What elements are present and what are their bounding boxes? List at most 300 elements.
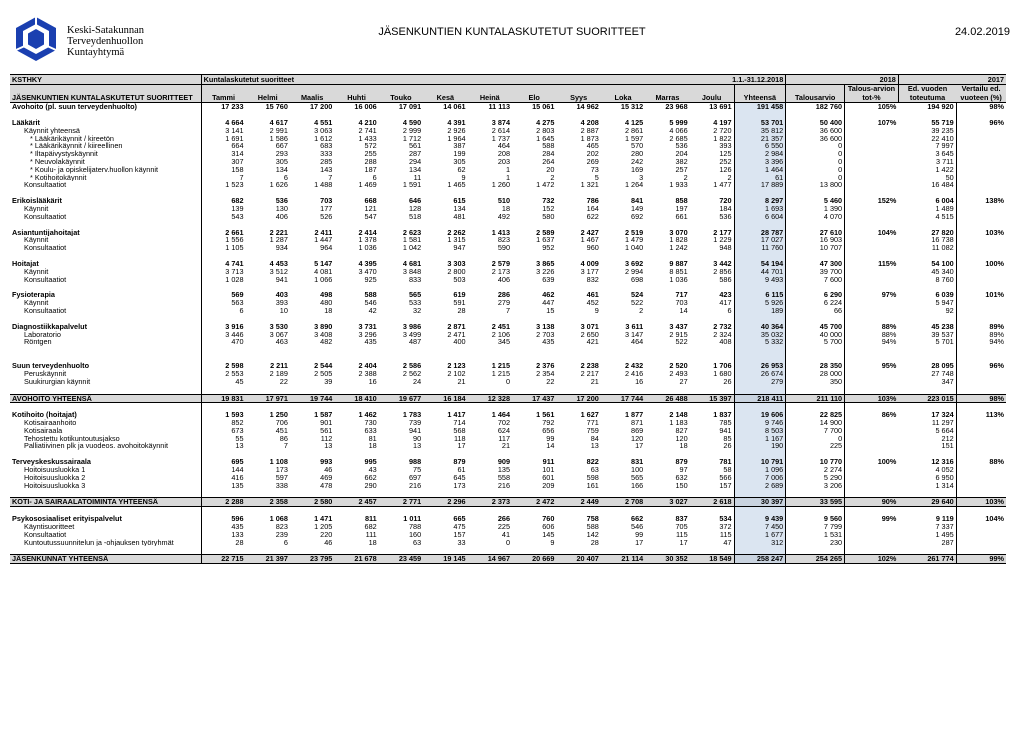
row-label: * Koulu- ja opiskelijaterv.huollon käynnit [10,166,201,174]
table-cell [690,283,734,291]
table-cell: 588 [586,523,599,531]
table-cell [512,489,556,498]
table-cell: 697 [408,473,422,482]
table-cell [845,181,899,189]
table-cell: 13 800 [786,181,845,189]
row-label [10,189,201,197]
table-cell: 2 189 [269,369,288,378]
column-header: Talous-arvion tot-% [845,85,899,103]
table-cell [601,546,645,555]
table-cell: 831 [631,458,644,467]
row-label: Konsultaatiot [10,244,201,252]
table-cell [645,346,689,354]
table-cell: 3 296 [358,330,377,339]
table-cell: 1 645 [536,134,555,143]
table-cell: 194 920 [898,103,956,111]
table-cell [512,403,556,412]
table-cell: 1 693 [734,205,786,213]
table-cell [290,546,334,555]
table-cell: 202 [586,150,599,158]
table-cell: 606 [542,523,555,531]
table-cell: 50 400 [786,119,845,127]
table-cell [556,450,600,458]
table-cell: 941 [275,275,288,284]
table-cell: 6 604 [734,213,786,221]
table-cell: 2 618 [690,498,734,507]
table-cell: 730 [364,419,377,427]
table-cell [690,189,734,197]
table-cell: 0 [786,150,845,158]
table-cell: 88% [989,458,1004,467]
table-cell: 2 771 [379,498,423,507]
table-cell: 126 [719,165,732,174]
table-cell [956,507,1006,516]
table-cell: 314 [231,150,244,158]
table-cell: 0 [505,377,511,386]
column-header: Tammi [201,85,245,103]
table-cell: 17 744 [601,394,645,403]
table-cell: 786 [586,197,599,205]
row-label: Psykososiaaliset erityispalvelut [10,515,201,523]
table-cell: 104% [877,228,897,237]
table-cell: 6 115 [734,291,786,299]
table-cell: 3 [639,173,644,182]
table-row [10,236,1006,244]
row-label: Käynnit [10,299,201,307]
table-cell: 1 215 [491,362,511,370]
spacer-row [10,450,1006,458]
table-cell: 135 [497,466,511,474]
table-cell: 622 [586,212,599,221]
row-label: Laboratorio [10,331,201,339]
table-cell: 960 [586,244,599,252]
table-cell: 673 [231,426,244,435]
table-cell: 619 [453,291,466,300]
table-cell [786,221,845,229]
table-cell: 832 [586,275,599,284]
table-row [10,442,1006,450]
table-cell: 3 408 [314,330,333,339]
table-cell [246,221,290,229]
table-cell [334,252,378,260]
table-cell [845,111,899,119]
table-cell: 19 606 [734,411,786,419]
table-cell: 50 [898,174,956,182]
table-cell [601,354,645,362]
table-row [10,458,1006,466]
row-label: Konsultaatiot [10,181,201,189]
table-cell [468,450,512,458]
table-cell: 30 397 [734,498,786,507]
table-cell [956,236,1006,244]
table-cell: 17 200 [556,394,600,403]
table-cell: 26 953 [734,362,786,370]
table-cell: 3 027 [645,498,689,507]
table-cell [556,489,600,498]
table-row [10,150,1006,158]
table-cell [468,111,512,119]
table-cell [290,315,334,323]
table-cell: 665 [453,515,466,524]
table-cell: 257 [675,165,688,174]
table-cell: 305 [453,157,466,166]
table-cell: 134 [453,204,466,213]
table-cell: 269 [586,157,599,166]
table-cell: 99% [881,515,897,524]
table-cell [601,111,645,119]
table-cell [845,221,899,229]
row-label: Peruskäynnit [10,370,201,378]
table-cell: 3 226 [536,267,555,276]
table-cell: 596 [231,515,244,524]
table-cell: 534 [719,515,732,524]
table-cell: 28 [457,306,466,315]
table-cell [734,252,786,260]
table-cell: 2 519 [624,228,644,237]
table-cell: 288 [364,157,377,166]
table-cell: 1 462 [358,411,377,420]
table-cell: 1 183 [669,419,688,427]
table-cell [423,450,467,458]
table-cell: 4 197 [713,118,732,127]
table-cell: 487 [408,338,422,347]
table-cell: 20 [546,165,555,174]
table-cell: 909 [497,458,511,467]
table-cell [334,489,378,498]
table-cell: 239 [275,530,288,539]
table-cell: 664 [231,142,244,151]
table-cell: 16 484 [898,181,956,189]
table-cell: 28 095 [898,362,956,370]
year-2018-label: 2018 [786,75,899,85]
table-cell: 287 [408,150,422,158]
table-cell: 86 [279,434,288,443]
row-label: Kotisairaanhoito [10,419,201,427]
table-cell: 462 [542,291,555,300]
table-cell: 2 861 [624,126,644,135]
table-cell: 45 238 [898,323,956,331]
table-cell: 417 [719,299,732,307]
table-cell: 6 [727,306,732,315]
spacer-row [10,252,1006,260]
table-cell [690,354,734,362]
table-cell [379,546,423,555]
table-cell: 1 321 [580,181,599,190]
table-cell: 1 447 [314,236,333,245]
row-label: Röntgen [10,338,201,346]
column-header: Kesä [423,85,467,103]
table-cell [468,283,512,291]
table-cell: 526 [320,212,333,221]
table-cell: 1 828 [669,236,688,245]
table-cell [690,450,734,458]
table-cell: 2 262 [447,228,466,237]
table-cell [786,315,845,323]
table-cell: 307 [231,157,244,166]
table-cell: 706 [275,419,288,427]
table-cell [334,346,378,354]
table-cell: 2 689 [734,482,786,490]
table-cell: 9 439 [734,515,786,523]
table-row [10,135,1006,143]
table-cell: 941 [719,426,732,435]
table-cell: 104% [985,515,1004,524]
table-cell: 2 708 [601,498,645,507]
table-cell: 27 820 [898,229,956,237]
table-cell: 7 799 [786,523,845,531]
table-cell: 463 [275,338,288,347]
table-cell: 1 706 [713,362,732,370]
table-cell: 128 [408,204,422,213]
table-cell: 2 614 [491,126,511,135]
table-cell: 5 926 [734,299,786,307]
table-cell: 115 [719,530,732,539]
table-cell: 408 [719,338,732,347]
table-cell: 99 [546,434,555,443]
row-label: * Neuvolakäynnit [10,158,201,166]
table-cell [379,221,423,229]
table-cell: 138% [985,197,1004,205]
table-cell: 21 114 [601,555,645,564]
table-cell: 17 233 [221,102,244,111]
table-cell: 94% [989,338,1004,347]
table-cell: 2 580 [290,498,334,507]
table-cell: 0 [786,174,845,182]
table-cell [898,252,956,260]
table-cell [845,427,899,435]
table-cell [334,283,378,291]
table-cell: 94% [881,338,897,347]
table-cell: 2 703 [536,330,555,339]
row-label: Fysioterapia [10,291,201,299]
table-cell: 823 [275,523,288,531]
table-cell [956,213,1006,221]
table-cell: 1 612 [314,134,333,143]
table-cell: 2 999 [402,126,422,135]
table-cell: 18 [324,306,333,315]
table-cell: 1 837 [713,411,732,420]
table-cell: 833 [408,275,422,284]
table-row [10,299,1006,307]
table-cell [956,531,1006,539]
table-cell [956,111,1006,119]
table-cell [246,354,290,362]
table-cell: 26 [723,377,732,386]
table-cell [512,189,556,197]
table-cell: 41 [501,530,511,539]
table-cell [556,346,600,354]
table-cell [845,489,899,498]
table-cell: 1 215 [491,369,511,378]
row-label: Hoitajat [10,260,201,268]
table-cell: 2 598 [225,362,244,370]
table-cell: 1 737 [491,134,511,143]
table-cell [898,546,956,555]
row-label: Konsultaatiot [10,213,201,221]
table-cell: 164 [586,204,599,213]
table-cell: 15 061 [532,102,555,111]
table-cell: 522 [675,338,688,347]
table-cell [556,354,600,362]
table-cell: 9 560 [786,515,845,523]
table-cell [845,442,899,450]
table-cell: 81 [368,434,377,443]
table-cell: 1 413 [491,228,511,237]
table-cell [956,315,1006,323]
table-cell: 101 [542,466,555,474]
column-header: Maalis [290,85,334,103]
table-cell [468,354,512,362]
table-cell: 142 [586,530,599,539]
table-cell: 2 720 [713,126,732,135]
table-cell: 2 887 [580,126,599,135]
table-cell: 191 458 [734,103,786,111]
table-cell: 100 [631,466,644,474]
table-cell: 350 [786,378,845,386]
table-cell [956,268,1006,276]
table-cell: 9 887 [669,259,688,268]
table-cell [201,354,245,362]
table-cell: 6 290 [786,291,845,299]
table-cell [423,283,467,291]
table-cell: 1 464 [491,411,511,420]
table-cell: 13 [235,442,244,451]
table-cell: 90% [845,498,899,507]
table-cell: 121 [364,204,377,213]
table-cell: 103% [956,498,1006,507]
row-label: KOTI- JA SAIRAALATOIMINTA YHTEENSÄ [10,498,201,507]
table-cell [956,489,1006,498]
table-cell: 2 324 [713,330,732,339]
table-cell: 3 067 [269,330,288,339]
table-cell [556,252,600,260]
table-cell: 157 [719,481,732,490]
total-row [10,555,1006,564]
table-cell: 18 410 [334,394,378,403]
table-row [10,119,1006,127]
table-cell [645,221,689,229]
table-cell: 211 110 [786,394,845,403]
table-cell: 3 711 [898,158,956,166]
table-cell [956,435,1006,443]
table-cell: 827 [675,426,688,435]
table-cell: 66 [786,307,845,315]
table-cell [734,189,786,197]
spacer-row [10,489,1006,498]
table-cell [845,252,899,260]
table-cell: 61 [457,466,466,474]
table-cell [845,474,899,482]
table-cell: 2 732 [713,322,732,331]
table-cell: 115 [676,530,688,539]
table-cell: 5 460 [786,197,845,205]
table-cell: 1 477 [713,181,732,190]
table-cell: 88% [881,330,897,339]
table-cell: 1 315 [447,236,466,245]
table-cell [734,507,786,516]
table-cell: 451 [275,426,288,435]
table-cell [468,403,512,412]
table-cell: 2 102 [447,369,466,378]
table-cell [786,354,845,362]
table-cell: 566 [719,473,732,482]
table-cell: 113% [985,411,1004,420]
table-cell: 21 [457,377,466,386]
table-cell [290,111,334,119]
table-cell [246,546,290,555]
table-cell [845,205,899,213]
table-cell [423,315,467,323]
table-cell: 3 986 [402,322,422,331]
column-header: Huhti [334,85,378,103]
table-row [10,260,1006,268]
table-cell [423,403,467,412]
table-cell [334,546,378,555]
column-header: Marras [645,85,689,103]
table-cell: 85 [723,434,732,443]
table-cell [512,111,556,119]
table-cell: 7 006 [734,474,786,482]
table-cell [290,450,334,458]
table-cell: 261 774 [898,555,956,564]
table-cell: 1 471 [314,515,333,524]
table-cell [786,346,845,354]
org-line-3: Kuntayhtymä [67,47,125,58]
row-label: Suun terveydenhuolto [10,362,201,370]
total-row [10,394,1006,403]
table-cell: 1 783 [402,411,422,420]
table-cell: 702 [497,419,511,427]
table-cell [956,539,1006,547]
table-cell: 597 [275,473,288,482]
table-cell: 22 [546,377,555,386]
table-cell: 546 [364,299,377,307]
table-cell: 570 [631,142,644,151]
table-cell: 27 [679,377,688,386]
table-row [10,268,1006,276]
table-cell: 20 407 [556,555,600,564]
table-cell: 1 637 [536,236,555,245]
table-cell: 1 597 [624,134,644,143]
table-cell [512,283,556,291]
table-header-row-1 [10,75,1006,85]
table-cell [290,189,334,197]
table-cell [468,386,512,395]
table-cell: 254 265 [786,555,845,564]
table-cell: 1 933 [669,181,688,190]
table-row [10,323,1006,331]
table-cell [246,386,290,395]
table-row [10,539,1006,547]
table-cell: 36 600 [786,135,845,143]
table-cell: 4 081 [314,267,333,276]
table-cell: 15 760 [265,102,288,111]
table-cell: 135 [231,481,244,490]
table-cell [845,158,899,166]
table-cell: 447 [542,299,555,307]
table-cell [645,283,689,291]
table-cell [246,283,290,291]
table-cell: 435 [542,338,555,347]
table-cell [786,252,845,260]
table-cell: 4 210 [358,118,377,127]
table-cell [734,546,786,555]
table-cell: 19 831 [201,394,245,403]
table-row [10,213,1006,221]
table-cell: 372 [719,523,732,531]
table-cell: 73 [590,165,599,174]
table-cell [956,523,1006,531]
